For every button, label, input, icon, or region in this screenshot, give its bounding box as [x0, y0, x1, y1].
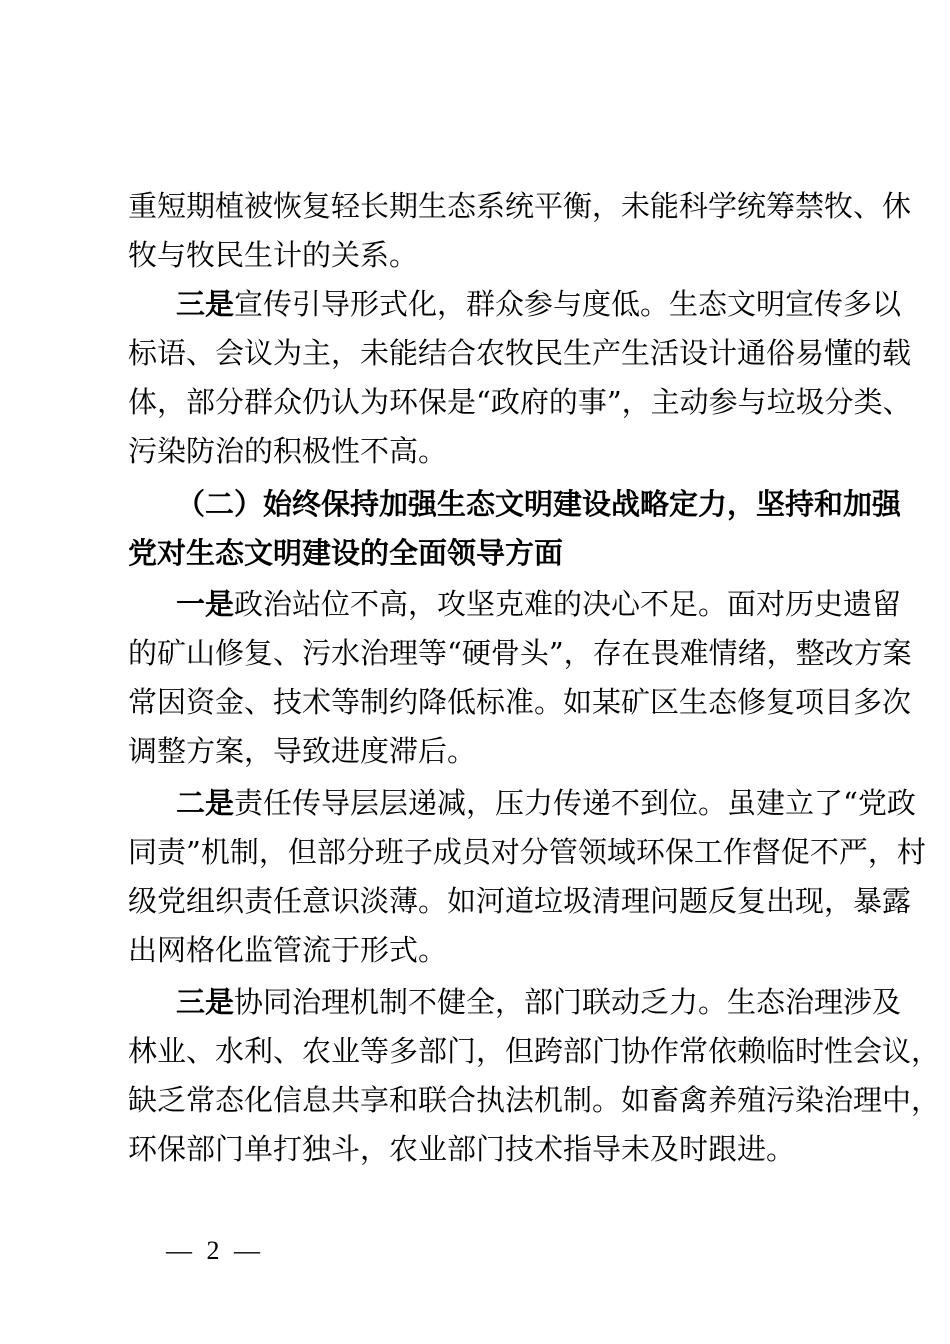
paragraph-line: 的矿山修复、污水治理等“硬骨头”，存在畏难情绪，整改方案: [128, 636, 912, 670]
lead-label: 二是: [176, 786, 235, 820]
paragraph-line: 缺乏常态化信息共享和联合执法机制。如畜禽养殖污染治理中，: [128, 1083, 941, 1117]
page-number: — 2 —: [166, 1236, 264, 1265]
paragraph-text: 责任传导层层递减，压力传递不到位。虽建立了“党政: [234, 786, 916, 820]
paragraph-line-lead: [176, 586, 902, 622]
paragraph-line-lead: [176, 785, 916, 821]
paragraph-line: 标语、会议为主，未能结合农牧民生产生活设计通俗易懂的载: [128, 336, 912, 370]
paragraph-line-lead: [176, 286, 902, 322]
paragraph-line: 污染防治的积极性不高。: [128, 434, 448, 468]
paragraph-line: 环保部门单打独斗，农业部门技术指导未及时跟进。: [128, 1132, 796, 1166]
section-heading-cont: 党对生态文明建设的全面领导方面: [128, 536, 564, 570]
lead-label: 三是: [176, 287, 235, 321]
paragraph-line: 体，部分群众仍认为环保是“政府的事”，主动参与垃圾分类、: [128, 385, 912, 419]
paragraph-line: 常因资金、技术等制约降低标准。如某矿区生态修复项目多次: [128, 685, 912, 719]
paragraph-line: 调整方案，导致进度滞后。: [128, 734, 477, 768]
paragraph-line: 林业、水利、农业等多部门，但跨部门协作常依赖临时性会议，: [128, 1034, 941, 1068]
paragraph-line: 牧与牧民生计的关系。: [128, 238, 419, 272]
section-heading: （二）始终保持加强生态文明建设战略定力，坚持和加强: [176, 487, 902, 521]
lead-label: 一是: [176, 587, 235, 621]
lead-label: 三是: [176, 985, 235, 1019]
paragraph-line: 重短期植被恢复轻长期生态系统平衡，未能科学统筹禁牧、休: [128, 189, 912, 223]
paragraph-line: 同责”机制，但部分班子成员对分管领域环保工作督促不严，村: [128, 835, 926, 869]
paragraph-text: 协同治理机制不健全，部门联动乏力。生态治理涉及: [234, 985, 902, 1019]
paragraph-text: 宣传引导形式化，群众参与度低。生态文明宣传多以: [234, 287, 902, 321]
paragraph-line-lead: [176, 984, 902, 1020]
paragraph-line: 级党组织责任意识淡薄。如河道垃圾清理问题反复出现，暴露: [128, 884, 912, 918]
paragraph-text: 政治站位不高，攻坚克难的决心不足。面对历史遗留: [234, 587, 902, 621]
paragraph-line: 出网格化监管流于形式。: [128, 933, 448, 967]
